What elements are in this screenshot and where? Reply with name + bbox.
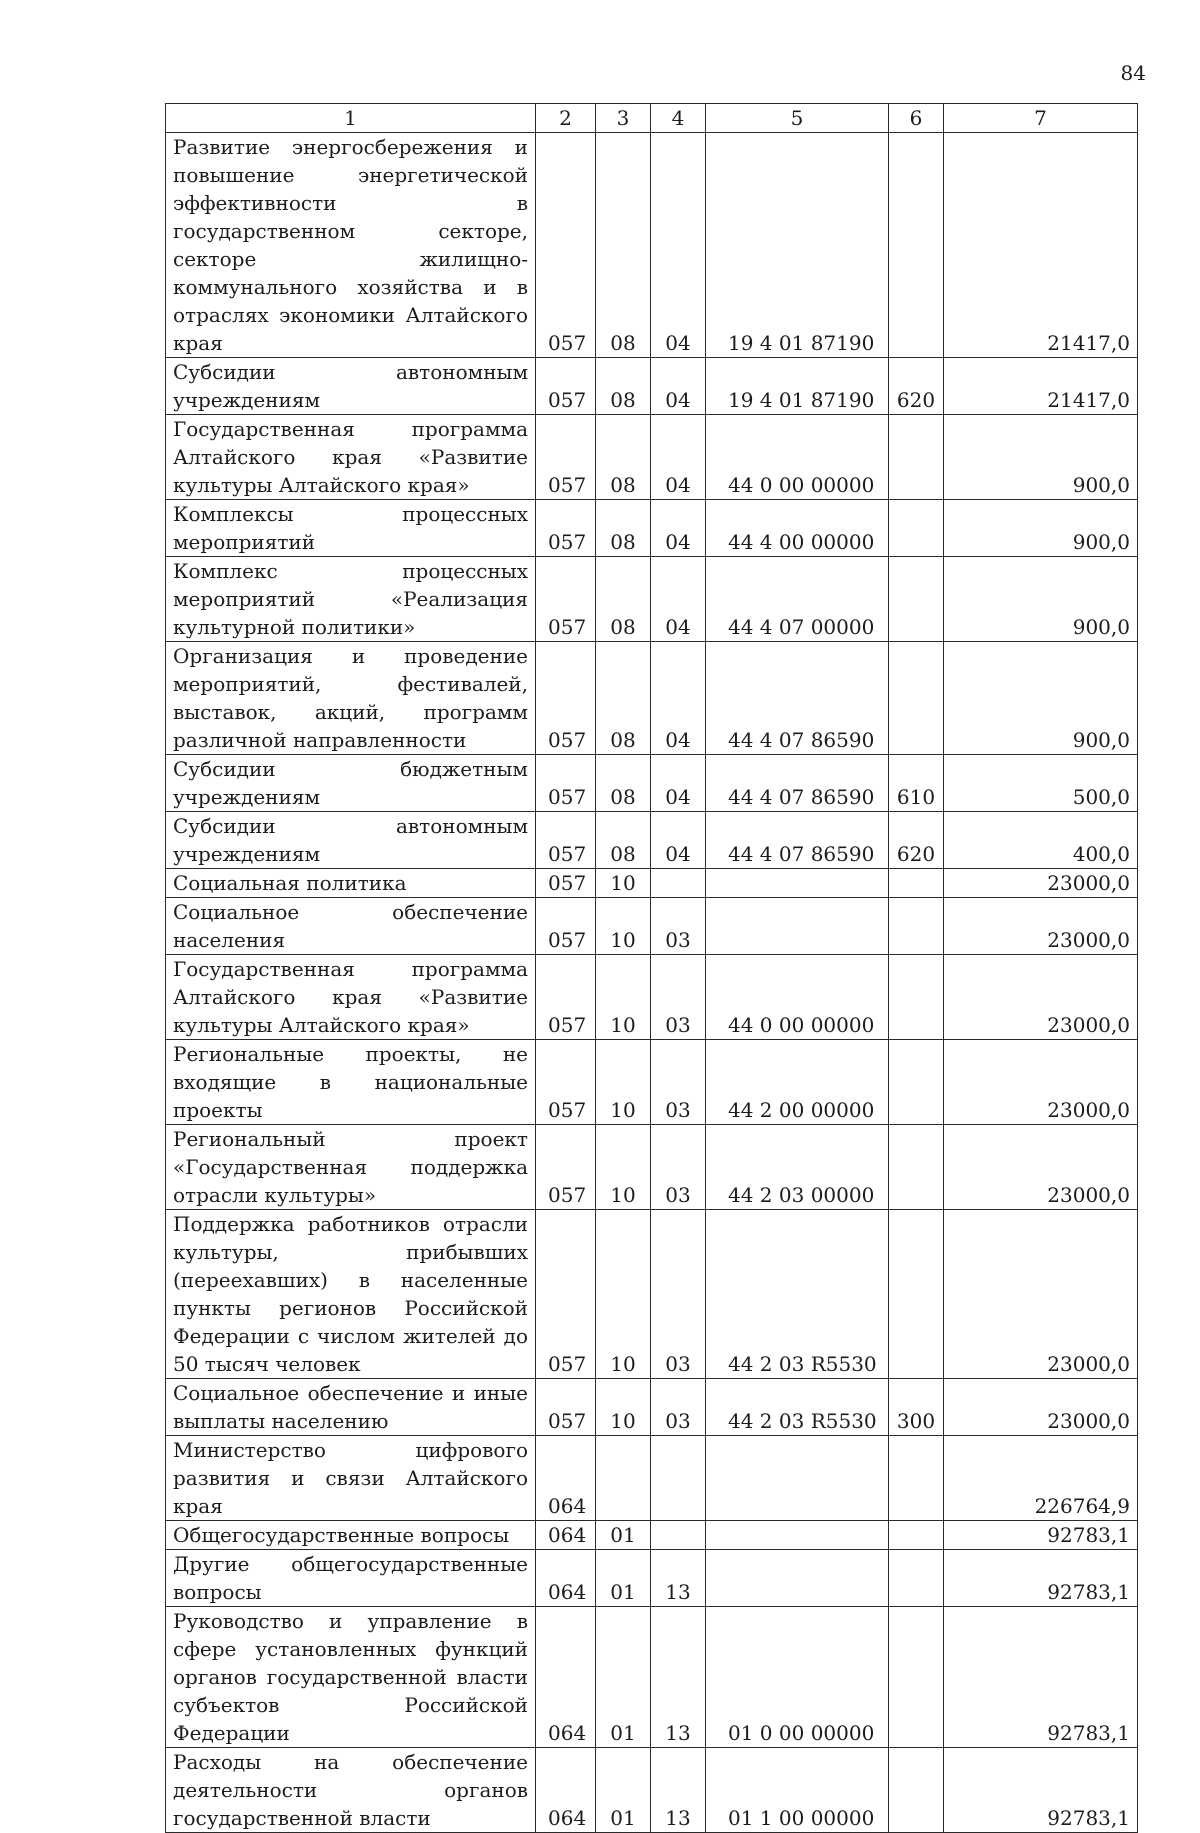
cell-code-6: 610 [889, 755, 944, 812]
cell-code-3: 08 [596, 500, 651, 557]
cell-code-3: 10 [596, 1125, 651, 1210]
cell-code-2: 057 [536, 1125, 596, 1210]
cell-code-2: 057 [536, 869, 596, 898]
cell-amount: 400,0 [944, 812, 1138, 869]
row-description: Министерство цифрового развития и связи Алтайского края [166, 1436, 536, 1521]
cell-code-3: 08 [596, 133, 651, 358]
cell-code-5: 44 0 00 00000 [706, 415, 889, 500]
cell-code-6: 620 [889, 358, 944, 415]
cell-code-6 [889, 1210, 944, 1379]
row-description: Государственная программа Алтайского края «Развитие культуры Алтайского края» [166, 415, 536, 500]
cell-amount: 900,0 [944, 642, 1138, 755]
cell-code-4: 04 [651, 755, 706, 812]
cell-code-3: 08 [596, 755, 651, 812]
row-description: Социальное обеспечение и иные выплаты населению [166, 1379, 536, 1436]
row-description: Развитие энергосбережения и повышение энергетической эффективности в государственном секторе, секторе жилищно-коммунального хозяйства и в отраслях экономики Алтайского края [166, 133, 536, 358]
cell-code-5 [706, 869, 889, 898]
cell-code-4 [651, 1436, 706, 1521]
table-row [166, 755, 1138, 812]
row-description: Социальное обеспечение населения [166, 898, 536, 955]
cell-code-6 [889, 955, 944, 1040]
cell-code-4: 04 [651, 642, 706, 755]
cell-code-5: 01 0 00 00000 [706, 1607, 889, 1748]
cell-code-3: 08 [596, 642, 651, 755]
cell-code-6 [889, 500, 944, 557]
cell-amount: 23000,0 [944, 1125, 1138, 1210]
cell-code-4: 03 [651, 898, 706, 955]
cell-code-3: 08 [596, 358, 651, 415]
cell-code-2: 057 [536, 557, 596, 642]
table-body [166, 133, 1138, 1833]
cell-code-3: 08 [596, 415, 651, 500]
cell-code-2: 057 [536, 755, 596, 812]
cell-code-5: 44 4 00 00000 [706, 500, 889, 557]
cell-code-6 [889, 1125, 944, 1210]
cell-code-5: 44 4 07 86590 [706, 755, 889, 812]
table-row [166, 557, 1138, 642]
cell-amount: 92783,1 [944, 1748, 1138, 1833]
row-description: Социальная политика [166, 869, 536, 898]
cell-code-5 [706, 1436, 889, 1521]
cell-code-6 [889, 1436, 944, 1521]
cell-code-6 [889, 1040, 944, 1125]
cell-code-6 [889, 898, 944, 955]
cell-code-3 [596, 1436, 651, 1521]
table-row [166, 415, 1138, 500]
cell-code-6 [889, 642, 944, 755]
cell-code-5: 44 2 00 00000 [706, 1040, 889, 1125]
cell-amount: 23000,0 [944, 955, 1138, 1040]
table-row [166, 1607, 1138, 1748]
cell-code-5: 44 4 07 86590 [706, 642, 889, 755]
row-description: Субсидии автономным учреждениям [166, 358, 536, 415]
row-description: Региональные проекты, не входящие в национальные проекты [166, 1040, 536, 1125]
cell-amount: 92783,1 [944, 1607, 1138, 1748]
cell-code-4: 03 [651, 1040, 706, 1125]
cell-code-3: 01 [596, 1521, 651, 1550]
cell-code-4 [651, 1521, 706, 1550]
cell-code-5: 19 4 01 87190 [706, 133, 889, 358]
cell-code-4: 13 [651, 1748, 706, 1833]
cell-code-3: 01 [596, 1748, 651, 1833]
row-description: Другие общегосударственные вопросы [166, 1550, 536, 1607]
cell-code-5: 44 2 03 R5530 [706, 1379, 889, 1436]
cell-code-2: 064 [536, 1607, 596, 1748]
cell-code-3: 10 [596, 869, 651, 898]
cell-code-4: 04 [651, 133, 706, 358]
cell-code-2: 057 [536, 1379, 596, 1436]
cell-code-6 [889, 415, 944, 500]
table-row [166, 1040, 1138, 1125]
cell-code-5: 19 4 01 87190 [706, 358, 889, 415]
table-row [166, 1748, 1138, 1833]
column-header-5: 5 [706, 104, 889, 133]
cell-code-4: 04 [651, 812, 706, 869]
cell-code-6 [889, 869, 944, 898]
cell-amount: 23000,0 [944, 898, 1138, 955]
table-row [166, 1436, 1138, 1521]
cell-code-5 [706, 1550, 889, 1607]
table-row [166, 955, 1138, 1040]
cell-code-6 [889, 1550, 944, 1607]
cell-code-5 [706, 1521, 889, 1550]
cell-code-6: 300 [889, 1379, 944, 1436]
cell-code-3: 10 [596, 955, 651, 1040]
cell-code-6 [889, 1748, 944, 1833]
row-description: Поддержка работников отрасли культуры, прибывших (переехавших) в населенные пункты регионов Российской Федерации с числом жителей до 50 тысяч человек [166, 1210, 536, 1379]
table-row [166, 642, 1138, 755]
table-row [166, 500, 1138, 557]
cell-code-4: 03 [651, 1125, 706, 1210]
cell-code-2: 057 [536, 500, 596, 557]
page-number: 84 [1120, 61, 1146, 85]
cell-amount: 23000,0 [944, 1040, 1138, 1125]
cell-code-2: 064 [536, 1550, 596, 1607]
cell-code-2: 064 [536, 1436, 596, 1521]
cell-code-3: 10 [596, 1040, 651, 1125]
cell-code-4: 13 [651, 1607, 706, 1748]
cell-code-2: 057 [536, 133, 596, 358]
row-description: Руководство и управление в сфере установленных функций органов государственной власти субъектов Российской Федерации [166, 1607, 536, 1748]
header-row [166, 104, 1138, 133]
cell-amount: 92783,1 [944, 1550, 1138, 1607]
cell-code-3: 08 [596, 812, 651, 869]
column-header-4: 4 [651, 104, 706, 133]
cell-amount: 92783,1 [944, 1521, 1138, 1550]
table-row [166, 869, 1138, 898]
column-header-6: 6 [889, 104, 944, 133]
cell-code-2: 057 [536, 1210, 596, 1379]
cell-code-2: 057 [536, 415, 596, 500]
cell-code-5: 44 2 03 00000 [706, 1125, 889, 1210]
cell-amount: 900,0 [944, 500, 1138, 557]
cell-code-5: 01 1 00 00000 [706, 1748, 889, 1833]
cell-code-3: 01 [596, 1550, 651, 1607]
column-header-1: 1 [166, 104, 536, 133]
cell-code-4: 04 [651, 557, 706, 642]
row-description: Комплекс процессных мероприятий «Реализация культурной политики» [166, 557, 536, 642]
cell-code-6 [889, 1521, 944, 1550]
cell-code-2: 057 [536, 955, 596, 1040]
cell-amount: 23000,0 [944, 869, 1138, 898]
row-description: Субсидии автономным учреждениям [166, 812, 536, 869]
row-description: Организация и проведение мероприятий, фестивалей, выставок, акций, программ различной направленности [166, 642, 536, 755]
cell-code-6 [889, 1607, 944, 1748]
cell-code-4: 03 [651, 1379, 706, 1436]
row-description: Общегосударственные вопросы [166, 1521, 536, 1550]
cell-code-2: 057 [536, 898, 596, 955]
cell-amount: 900,0 [944, 557, 1138, 642]
cell-code-3: 10 [596, 1379, 651, 1436]
cell-amount: 23000,0 [944, 1379, 1138, 1436]
cell-code-2: 057 [536, 358, 596, 415]
cell-amount: 226764,9 [944, 1436, 1138, 1521]
table-row [166, 358, 1138, 415]
cell-code-4: 04 [651, 358, 706, 415]
table-row [166, 1125, 1138, 1210]
row-description: Региональный проект «Государственная поддержка отрасли культуры» [166, 1125, 536, 1210]
row-description: Расходы на обеспечение деятельности органов государственной власти [166, 1748, 536, 1833]
column-header-7: 7 [944, 104, 1138, 133]
cell-code-6: 620 [889, 812, 944, 869]
cell-amount: 21417,0 [944, 358, 1138, 415]
cell-code-3: 01 [596, 1607, 651, 1748]
cell-code-5: 44 2 03 R5530 [706, 1210, 889, 1379]
column-header-2: 2 [536, 104, 596, 133]
cell-code-4: 04 [651, 500, 706, 557]
budget-table [165, 103, 1138, 1833]
cell-amount: 21417,0 [944, 133, 1138, 358]
cell-code-2: 057 [536, 642, 596, 755]
table-row [166, 898, 1138, 955]
cell-code-2: 064 [536, 1521, 596, 1550]
cell-code-2: 064 [536, 1748, 596, 1833]
cell-code-6 [889, 557, 944, 642]
cell-code-5: 44 0 00 00000 [706, 955, 889, 1040]
column-header-3: 3 [596, 104, 651, 133]
cell-code-5 [706, 898, 889, 955]
table-row [166, 1210, 1138, 1379]
row-description: Государственная программа Алтайского края «Развитие культуры Алтайского края» [166, 955, 536, 1040]
cell-amount: 23000,0 [944, 1210, 1138, 1379]
cell-code-4: 03 [651, 955, 706, 1040]
cell-code-2: 057 [536, 1040, 596, 1125]
cell-amount: 900,0 [944, 415, 1138, 500]
row-description: Субсидии бюджетным учреждениям [166, 755, 536, 812]
table-row [166, 812, 1138, 869]
row-description: Комплексы процессных мероприятий [166, 500, 536, 557]
cell-code-4: 04 [651, 415, 706, 500]
cell-code-5: 44 4 07 86590 [706, 812, 889, 869]
cell-code-4 [651, 869, 706, 898]
cell-code-4: 13 [651, 1550, 706, 1607]
table-row [166, 133, 1138, 358]
cell-code-3: 10 [596, 898, 651, 955]
table-row [166, 1550, 1138, 1607]
cell-amount: 500,0 [944, 755, 1138, 812]
table-row [166, 1521, 1138, 1550]
table-row [166, 1379, 1138, 1436]
cell-code-4: 03 [651, 1210, 706, 1379]
cell-code-6 [889, 133, 944, 358]
cell-code-3: 08 [596, 557, 651, 642]
cell-code-2: 057 [536, 812, 596, 869]
cell-code-3: 10 [596, 1210, 651, 1379]
cell-code-5: 44 4 07 00000 [706, 557, 889, 642]
